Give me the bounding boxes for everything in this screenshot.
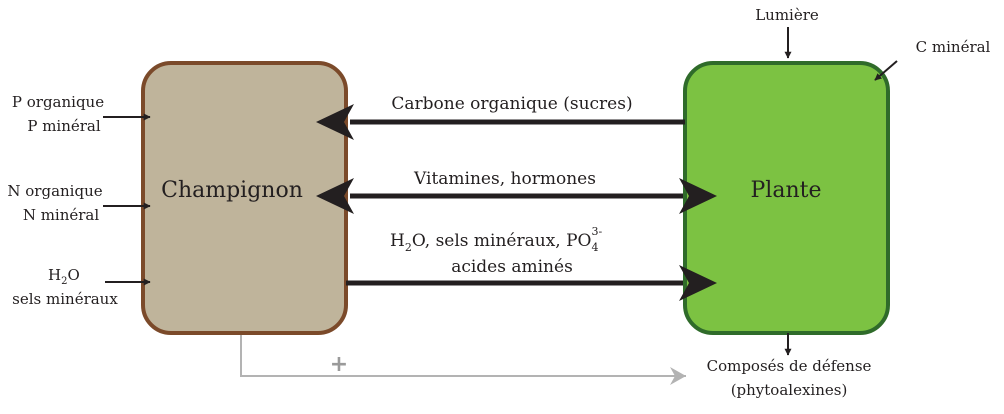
n-organique-label: N organique bbox=[7, 182, 103, 200]
vitamines-label: Vitamines, hormones bbox=[414, 169, 596, 189]
p-mineral-label: P minéral bbox=[27, 117, 101, 135]
carbone-label: Carbone organique (sucres) bbox=[391, 94, 633, 114]
p-organique-label: P organique bbox=[11, 93, 105, 111]
n-mineral-label: N minéral bbox=[22, 206, 100, 224]
sels-mineraux-label: sels minéraux bbox=[12, 290, 118, 308]
h2o-label: $H_2O$ bbox=[48, 266, 80, 287]
nutrients-label-line1: $H_2O$, sels minéraux, $PO_43-$ bbox=[390, 225, 603, 254]
plus-sign: + bbox=[329, 352, 349, 377]
stimulation-arrow-line bbox=[241, 335, 686, 376]
champignon-label: Champignon bbox=[161, 178, 303, 203]
nutrients-label-line2: acides aminés bbox=[451, 257, 573, 277]
plante-label: Plante bbox=[750, 178, 822, 203]
lumiere-label: Lumière bbox=[755, 6, 819, 24]
defense-label-line1: Composés de défense bbox=[706, 357, 872, 375]
defense-label-line2: (phytoalexines) bbox=[730, 381, 848, 399]
c-mineral-label: C minéral bbox=[915, 38, 991, 56]
